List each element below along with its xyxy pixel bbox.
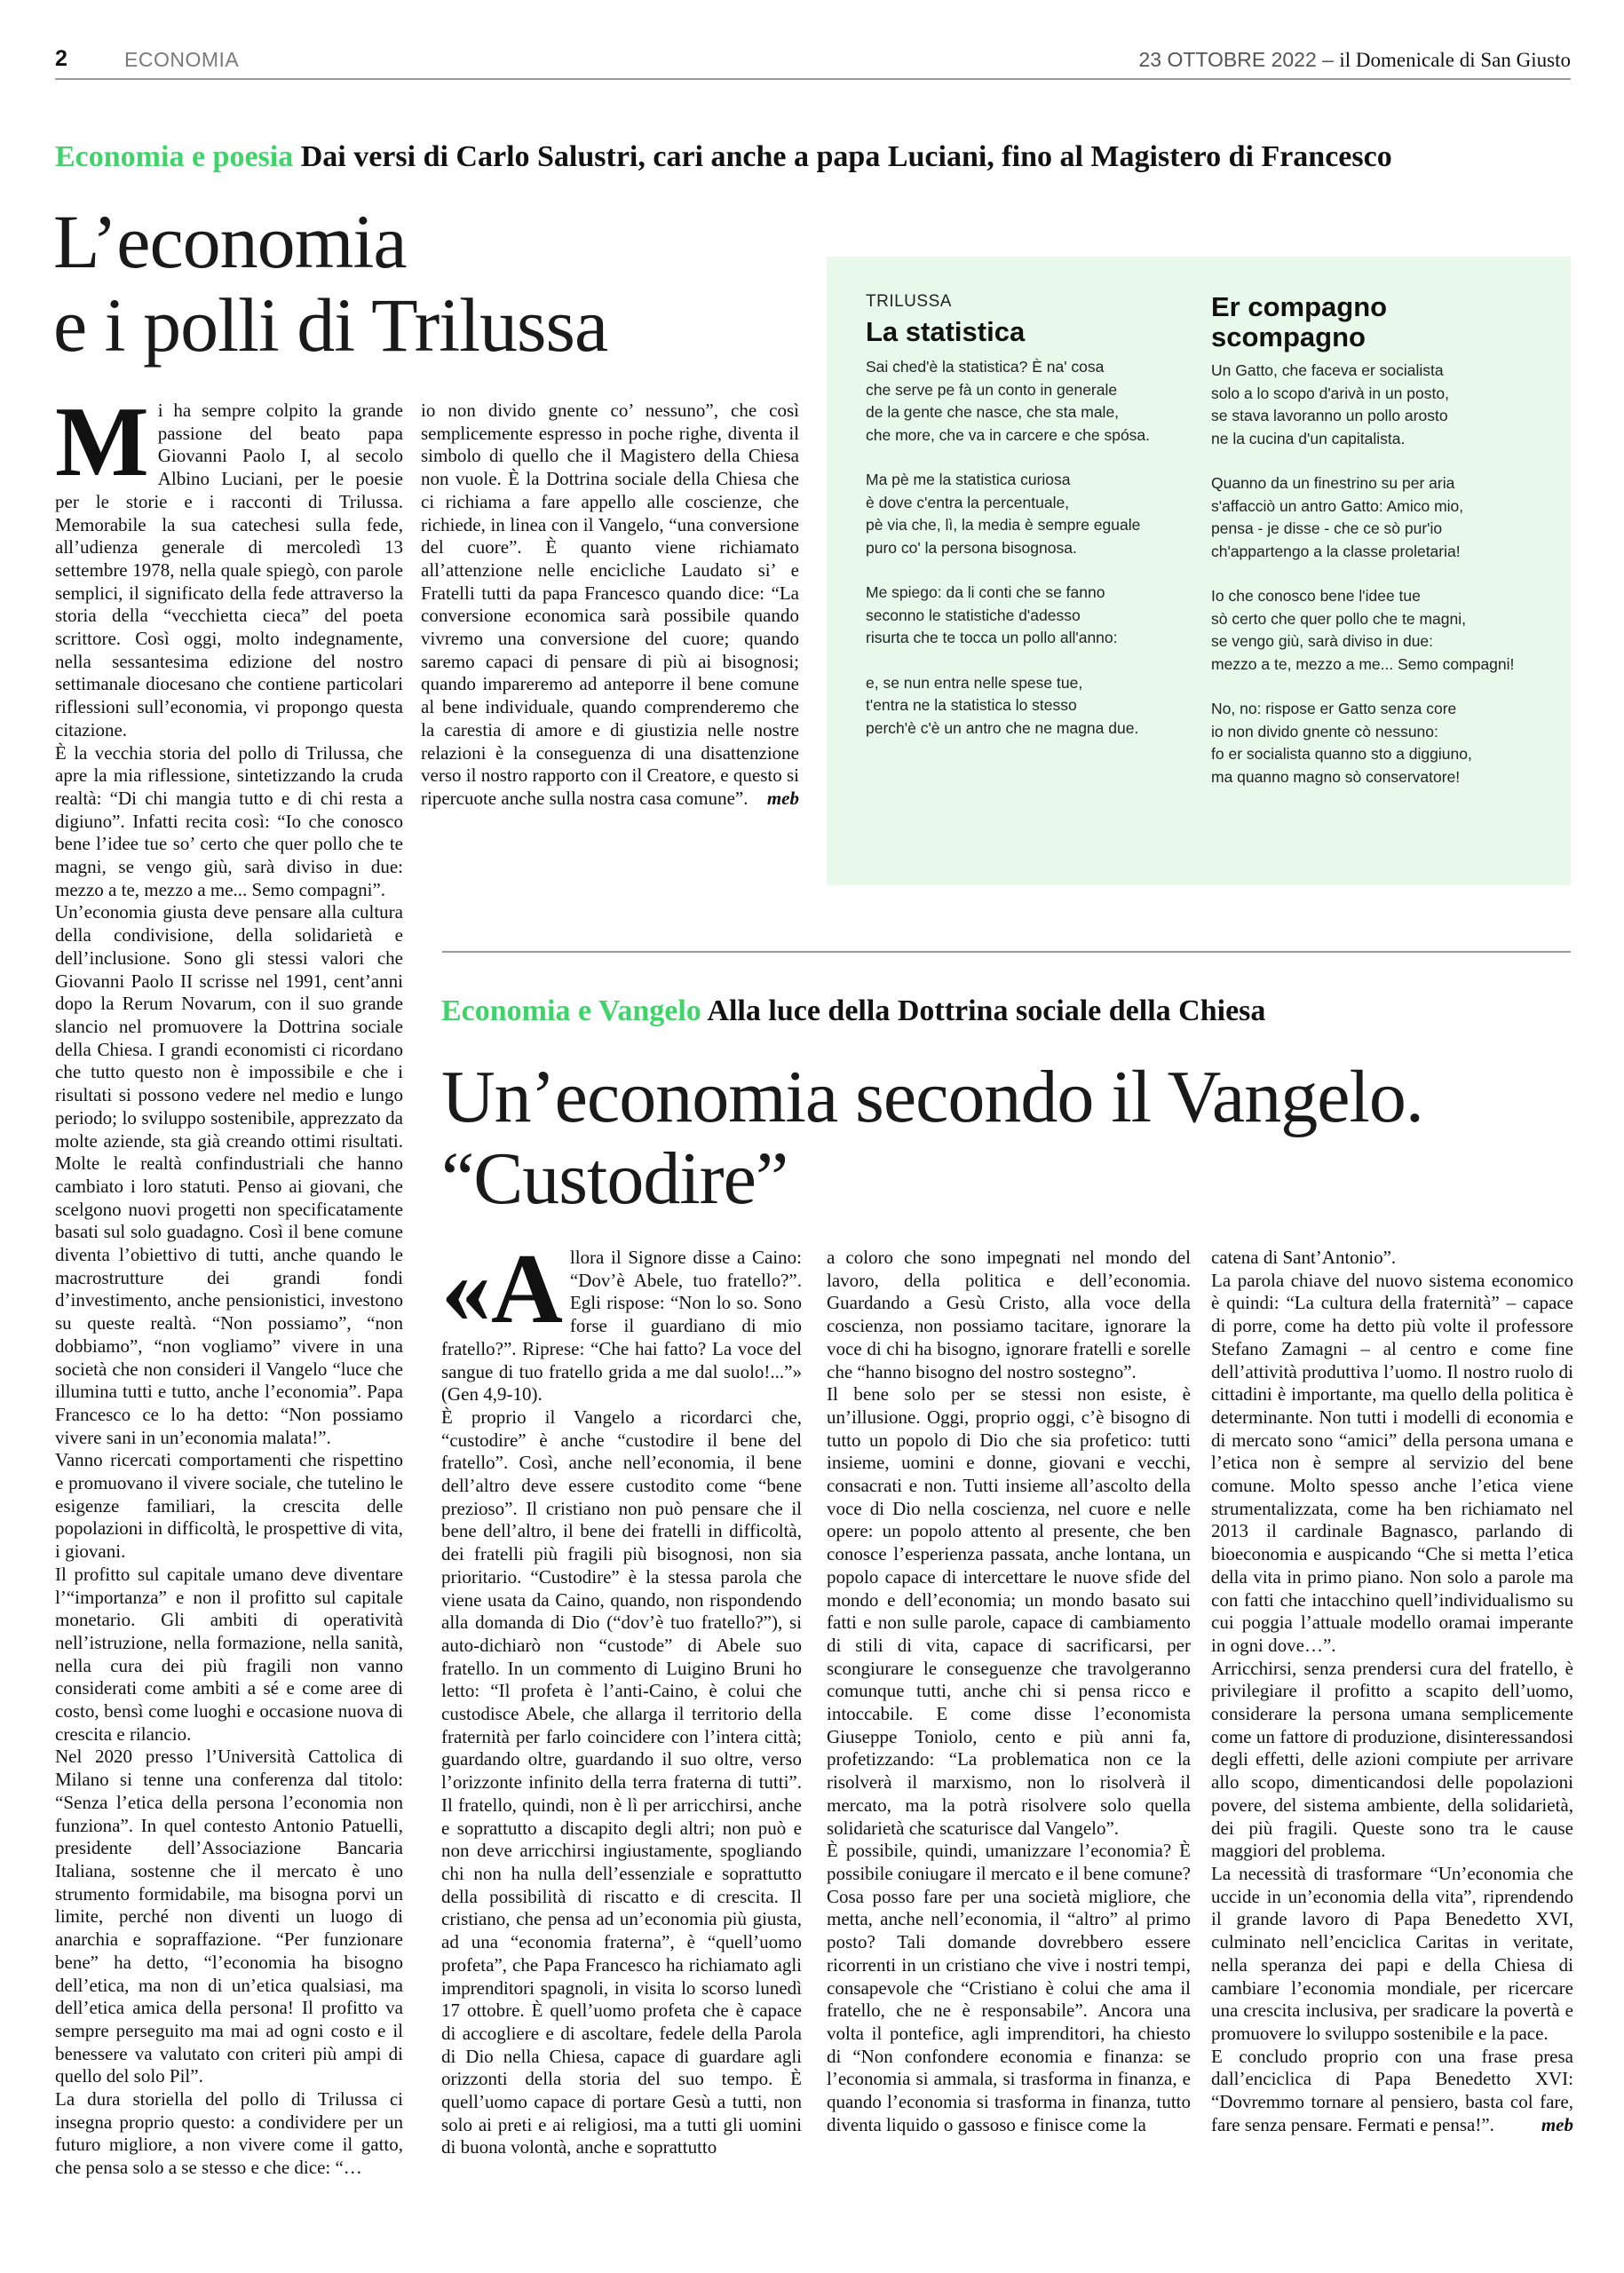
paragraph xyxy=(55,387,403,742)
paragraph-text: io non divido gnente co’ nessuno”, che così semplicemente espresso in poche righe, diventa il simbolo di quello che il Magistero della Chiesa non vuole. È la Dottrina sociale della Chiesa che ci richiama a fare appello alle coscienze, che richiede, in linea con il Vangelo, “una conversione del cuore”. È quanto viene richiamato all’attenzione nelle encicliche Laudato si’ e Fratelli tutti da papa Francesco quando dice: “La conversione economica sarà possibile quando vivremo una conversione del cuore; quando saremo capaci di pensare di più ai bisognosi; quando impareremo ad anteporre il bene comune al bene individuale, quando comprenderemo che la carestia di amore e di giustizia nelle nostre relazioni è la conseguenza di una disattenzione verso il nostro rapporto con il Creatore, e questo si ripercuote anche sulla nostra casa comune”. xyxy=(421,400,799,809)
drop-cap: «A xyxy=(441,1234,563,1344)
poem-line: Ma pè me la statistica curiosa xyxy=(866,471,1071,488)
poem-stanza xyxy=(866,672,1203,741)
poem-stanza xyxy=(1211,585,1557,676)
poem-line: pè via che, lì, la media è sempre eguale xyxy=(866,516,1141,534)
poem-author: TRILUSSA xyxy=(866,292,952,311)
section-divider xyxy=(442,951,1571,953)
article1-kicker-tag: Economia e poesia xyxy=(55,140,294,173)
poem-line: ch'appartengo a la classe proletaria! xyxy=(1211,542,1461,560)
poem-line: pensa - je disse - che ce sò pur'io xyxy=(1211,519,1443,537)
paragraph-text: llora il Signore disse a Caino: “Dov’è Abele, tuo fratello?”. Egli rispose: “Non lo so. Sono forse il guardiano di mio fratello?”. Riprese: “Che hai fatto? La voce del sangue di tuo fratello grida a me dal suolo!...”» (Gen 4,9-10). xyxy=(441,1247,802,1406)
poem-line: Un Gatto, che faceva er socialista xyxy=(1211,361,1444,379)
paragraph: Arricchirsi, senza prendersi cura del fratello, è privilegiare il profitto a scapito dell’uomo, considerare la persona umana semplicemente come un fattore di produzione, disinteressandosi degli effetti, delle azioni compiute per arrivare allo scopo, dimenticandosi delle popolazioni povere, del sistema ambiente, della solidarietà, dei più fragili. Queste sono tra le cause maggiori del problema. xyxy=(1211,1657,1573,1862)
poem-stanza xyxy=(866,582,1203,650)
poem-line: sò certo che quer pollo che te magni, xyxy=(1211,609,1466,628)
poem-title-line: Er compagno xyxy=(1211,291,1388,322)
poem-line: che serve pe fà un conto in generale xyxy=(866,380,1118,399)
poem-line: perch'è c'è un antro che ne magna due. xyxy=(866,718,1139,737)
paragraph: È possibile, quindi, umanizzare l’economia? È possibile coniugare il mercato e il bene comune? Cosa posso fare per una società migliore, che metta, anche nell’economia, il “altro” al primo posto? Tali domande dovrebbero essere ricorrenti in un cristiano che vive i nostri tempi, consapevole che “Cristiano è colui che ama il fratello, che ne è responsabile”. Ancora una volta il pontefice, agli imprenditori, ha chiesto di “Non confondere economia e finanza: se l’economia si ammala, si trasforma in finanza, e quando l’economia si trasforma in finanza, tutto diventa liquido o gassoso e finisce come la xyxy=(827,1840,1191,2135)
poem-line: fo er socialista quanno sto a diggiuno, xyxy=(1211,745,1472,763)
header-rule xyxy=(55,78,1571,80)
article2-title xyxy=(441,1057,1423,1220)
poem-line: che more, che va in carcere e che spósa. xyxy=(866,425,1151,444)
paragraph: Vanno ricercati comportamenti che rispettino e promuovano il vivere sociale, che tutelino le esigenze familiari, la crescita delle popolazioni in difficoltà, le prospettive di vita, i giovani. xyxy=(55,1449,403,1563)
poem-line: se stava lavoranno un pollo arosto xyxy=(1211,407,1448,424)
article2-kicker-tag: Economia e Vangelo xyxy=(441,994,701,1027)
poem-la-statistica xyxy=(866,292,1203,740)
paragraph: a coloro che sono impegnati nel mondo del lavoro, della politica e dell’economia. Guardando a Gesù Cristo, alla voce della coscienza, non possiamo tacitare, ignorare la voce di chi ha bisogno, ignorare fratelli e sorelle che “hanno bisogno del nostro sostegno”. xyxy=(827,1247,1191,1382)
poem-stanza xyxy=(866,469,1203,559)
page-number: 2 xyxy=(55,46,67,71)
poem-line: Me spiego: da li conti che se fanno xyxy=(866,583,1105,601)
paragraph: È la vecchia storia del pollo di Trilussa, che apre la mia riflessione, sintetizzando la cruda realtà: “Di chi mangia tutto e di chi resta a digiuno”. Infatti recita così: “Io che conosco bene l’idee tue so’ certo che quer pollo che te magni, se vengo giù, sarà diviso in due: mezzo a te, mezzo a me... Semo compagni”. xyxy=(55,741,403,900)
article1-title xyxy=(53,200,607,367)
poem-line: risurta che te tocca un pollo all'anno: xyxy=(866,629,1118,646)
poem-text xyxy=(866,356,1203,740)
article2-column3 xyxy=(1211,1247,1573,2136)
poem-er-compagno-scompagno xyxy=(1211,292,1557,788)
poem-title xyxy=(1211,292,1557,352)
article1-column2 xyxy=(421,400,799,811)
author-signature: meb xyxy=(766,787,799,809)
poem-line: Sai ched'è la statistica? È na' cosa xyxy=(866,358,1105,376)
article1-title-line1: L’economia xyxy=(53,199,407,284)
issue-date: 23 OTTOBRE 2022 xyxy=(1138,48,1317,71)
article2-column2 xyxy=(827,1247,1191,2136)
paragraph: catena di Sant’Antonio”. xyxy=(1211,1247,1397,1268)
paragraph xyxy=(441,1234,802,1406)
article2-kicker-text: Alla luce della Dottrina sociale della Chiesa xyxy=(701,994,1266,1027)
paragraph: Nel 2020 presso l’Università Cattolica di Milano si tenne una conferenza dal titolo: “Senza l’etica della persona l’economia non funziona”. In quel contesto Antonio Patuelli, presidente dell’Associazione Bancaria Italiana, sostenne che il mercato è uno strumento formidabile, ma bisogna porvi un limite, perché non diventi un luogo di anarchia e sopraffazione. “Per funzionare bene” ha detto, “l’economia ha bisogno dell’etica, ma non di un’etica qualsiasi, ma dell’etica amica della persona! Il profitto va sempre perseguito ma mai ad ogni costo e il benessere va valutato con criteri più ampi di quello del solo Pil”. xyxy=(55,1746,403,2087)
article2-column1 xyxy=(441,1234,802,2159)
author-signature: meb xyxy=(1541,2113,1573,2135)
paragraph: Il profitto sul capitale umano deve diventare l’“importanza” e non il profitto sul capitale monetario. Gli ambiti di operatività nell’istruzione, nella formazione, nella sanità, nella cura dei più fragili non vanno considerati come ambiti a sé e come aree di costo, bensì come luoghi e occasione nuova di crescita e rilancio. xyxy=(55,1563,403,1745)
poem-line: mezzo a te, mezzo a me... Semo compagni! xyxy=(1211,654,1515,673)
poem-stanza xyxy=(866,356,1203,447)
paragraph: È proprio il Vangelo a ricordarci che, “custodire” è anche “custodire il bene del fratello”. Così, anche nell’economia, il bene dell’altro deve essere custodito come “bene prezioso”. Il cristiano non può pensare che il bene dell’altro, il bene dei fratelli in difficoltà, dei fratelli più fragili più bisognosi, non sia prioritario. “Custodire” è la stessa parola che viene usata da Caino, quando, non rispondendo alla domanda di Dio (“dov’è tuo fratello?”), si auto-dichiarò non “custode” di Abele suo fratello. In un commento di Luigino Bruni ho letto: “Il profeta è l’anti-Caino, è colui che custodisce Abele, che allarga il territorio della fraternità per farlo coincidere con l’intera città; guardando oltre, guardando il suo oltre, verso l’orizzonte infinito della terra fraterna di tutti”. Il fratello, quindi, non è lì per arricchirsi, anche e soprattutto a discapito degli altri; non può e non deve arricchirsi ingiustamente, spogliando chi non ha nulla dell’essenziale e soprattutto della possibilità di riscatto e di crescita. Il cristiano, che pensa ad un’economia più giusta, ad una “economia fraterna”, è “quell’uomo profeta”, che Papa Francesco ha richiamato agli imprenditori spagnoli, in visita lo scorso lunedì 17 ottobre. È quell’uomo profeta che è capace di accogliere e di ascoltare, fedele della Parola di Dio nella Chiesa, capace di guardare agli orizzonti della storia del suo tempo. È quell’uomo capace di portare Gesù a tutti, non solo ai preti e ai religiosi, ma a tutti gli uomini di buona volontà, anche e soprattutto xyxy=(441,1406,802,2158)
poem-title-line: scompagno xyxy=(1211,321,1366,352)
dateline xyxy=(1138,48,1571,72)
paragraph-text: E concludo proprio con una frase presa dall’enciclica di Papa Benedetto XVI: “Dovremmo tornare al pensiero, basta col fare, fare senza pensare. Fermati e pensa!”. xyxy=(1211,2045,1573,2135)
drop-cap: M xyxy=(55,387,149,497)
poem-line: puro co' la persona bisognosa. xyxy=(866,538,1077,557)
paragraph: Il bene solo per se stessi non esiste, è un’illusione. Oggi, proprio oggi, c’è bisogno di tutto un popolo di Dio che sia profetico: tutti insieme, uomini e donne, giovani e vecchi, consacrati e non. Tutti insieme all’ascolto della voce di Dio nella coscienza, nel cuore e nelle opere: un popolo attento al presente, che ben conosce l’esperienza passata, anche lontana, un popolo capace di intercettare le nuove sfide del mondo e dell’economia; un mondo basato sui fatti e non sulle parole, capace di cambiamento di stili di vita, capace di sacrificarsi, per scongiurare le conseguenze che travolgeranno comunque tutti, anche chi si pensa ricco e intoccabile. E come disse l’economista Giuseppe Toniolo, cento e più anni fa, profetizzando: “La problematica non ce la risolverà il marxismo, non lo risolverà il mercato, ma la potrà risolvere solo quella solidarietà che scaturisce dal Vangelo”. xyxy=(827,1383,1191,1839)
paragraph: La necessità di trasformare “Un’economia che uccide in un’economia della vita”, riprendendo il grande lavoro di Papa Benedetto XVI, culminato nell’enciclica Caritas in veritate, nella speranza dei papi e della Chiesa di cambiare l’economia mondiale, per ricercare una crescita inclusiva, per sradicare la povertà e promuovere lo sviluppo sostenibile e la pace. xyxy=(1211,1862,1573,2044)
poem-line: ma quanno magno sò conservatore! xyxy=(1211,767,1461,786)
poem-text xyxy=(1211,360,1557,788)
poem-line: se vengo giù, sarà diviso in due: xyxy=(1211,632,1434,650)
article1-kicker-text: Dai versi di Carlo Salustri, cari anche a papa Luciani, fino al Magistero di Francesco xyxy=(293,140,1392,173)
paragraph: La dura storiella del pollo di Trilussa ci insegna proprio questo: a condividere per un futuro migliore, a non vivere come il gatto, che pensa solo a se stesso e che dice: “… xyxy=(55,2088,403,2179)
newspaper-name: il Domenicale di San Giusto xyxy=(1339,49,1571,71)
article2-title-line1: Un’economia secondo il Vangelo. xyxy=(441,1056,1423,1138)
poem-line: Quanno da un finestrino su per aria xyxy=(1211,474,1455,492)
poem-line: Io che conosco bene l'idee tue xyxy=(1211,587,1421,605)
paragraph: Un’economia giusta deve pensare alla cultura della condivisione, della solidarietà e dell’inclusione. Sono gli stessi valori che Giovanni Paolo II scrisse nel 1991, cent’anni dopo la Rerum Novarum, con il suo grande slancio nel promuovere la Dottrina sociale della Chiesa. I grandi economisti ci ricordano che tutto questo non è impossibile e che i risultati si possono vedere nel medio e lungo periodo; lo sviluppo sostenibile, apprezzato da molte aziende, sta già creando ottimi risultati. Molte le realtà confindustriali che hanno cambiato i loro statuti. Penso ai giovani, che scelgono nuovi progetti non specificatamente basati sul solo guadagno. Così il bene comune diventa l’obiettivo di tutti, anche quando le macrostrutture dei grandi fondi d’investimento, anche pensionistici, investono su queste realtà. “Non possiamo”, “non dobbiamo”, “non vogliamo” vivere in una società che non consideri il Vangelo “luce che illumina tutti e tutto, anche l’economia”. Papa Francesco ce lo ha detto: “Non possiamo vivere sani in un’economia malata!”. xyxy=(55,901,403,1448)
poem-line: ne la cucina d'un capitalista. xyxy=(1211,429,1406,447)
poem-line: No, no: rispose er Gatto senza core xyxy=(1211,700,1457,717)
paragraph-text: i ha sempre colpito la grande passione del beato papa Giovanni Paolo I, al secolo Albino Luciani, per le poesie per le storie e i racconti di Trilussa. Memorabile la sua catechesi sulla fede, all’udienza generale di mercoledì 13 settembre 1978, nella quale spiegò, con parole semplici, il significato della fede attraverso la storia della “vecchietta cieca” del poeta scrittore. Così oggi, molto indegnamente, nella sessantesima edizione del nostro settimanale diocesano che contiene particolari riflessioni sull’economia, vi propongo questa citazione. xyxy=(55,400,403,741)
date-separator: – xyxy=(1316,48,1340,71)
section-label: ECONOMIA xyxy=(124,48,240,71)
article2-kicker xyxy=(441,994,1265,1028)
poem-line: e, se nun entra nelle spese tue, xyxy=(866,673,1083,692)
article2-title-line2: “Custodire” xyxy=(441,1137,788,1220)
poem-line: de la gente che nasce, che sta male, xyxy=(866,403,1120,421)
poem-line: t'entra ne la statistica lo stesso xyxy=(866,696,1077,714)
article1-title-line2: e i polli di Trilussa xyxy=(53,282,608,368)
poem-box xyxy=(827,257,1571,885)
poem-stanza xyxy=(1211,472,1557,563)
poem-line: s'affacciò un antro Gatto: Amico mio, xyxy=(1211,496,1464,515)
poem-stanza xyxy=(1211,698,1557,788)
poem-line: io non divido gnente cò nessuno: xyxy=(1211,722,1438,741)
poem-line: solo a lo scopo d'arivà in un posto, xyxy=(1211,384,1449,402)
poem-line: seconno le statistiche d'adesso xyxy=(866,606,1081,624)
paragraph xyxy=(1211,2046,1573,2137)
poem-stanza xyxy=(1211,360,1557,450)
paragraph xyxy=(421,400,799,811)
poem-title: La statistica xyxy=(866,316,1026,347)
article1-kicker xyxy=(55,140,1392,174)
paragraph: La parola chiave del nuovo sistema economico è quindi: “La cultura della fraternità” – capace di porre, come ha detto più volte il professore Stefano Zamagni – al centro e come fine dell’attività produttiva l’uomo. Il nostro ruolo di cittadini è importante, ma quello della politica è determinante. Non tutti i modelli di economia e di mercato sono “amici” della persona umana e l’etica non è sempre al servizio del bene comune. Molto spesso anche l’etica viene strumentalizzata, come ha ben richiamato nel 2013 il cardinale Bagnasco, parlando di bioeconomia e auspicando “Che si metta l’etica della vita in primo piano. Non solo a parole ma con fatti che intacchino quell’individualismo su cui poggia l’attuale modello oramai imperante in ogni dove…”. xyxy=(1211,1269,1573,1656)
article1-column1 xyxy=(55,387,403,2180)
poem-line: è dove c'entra la percentuale, xyxy=(866,493,1070,511)
